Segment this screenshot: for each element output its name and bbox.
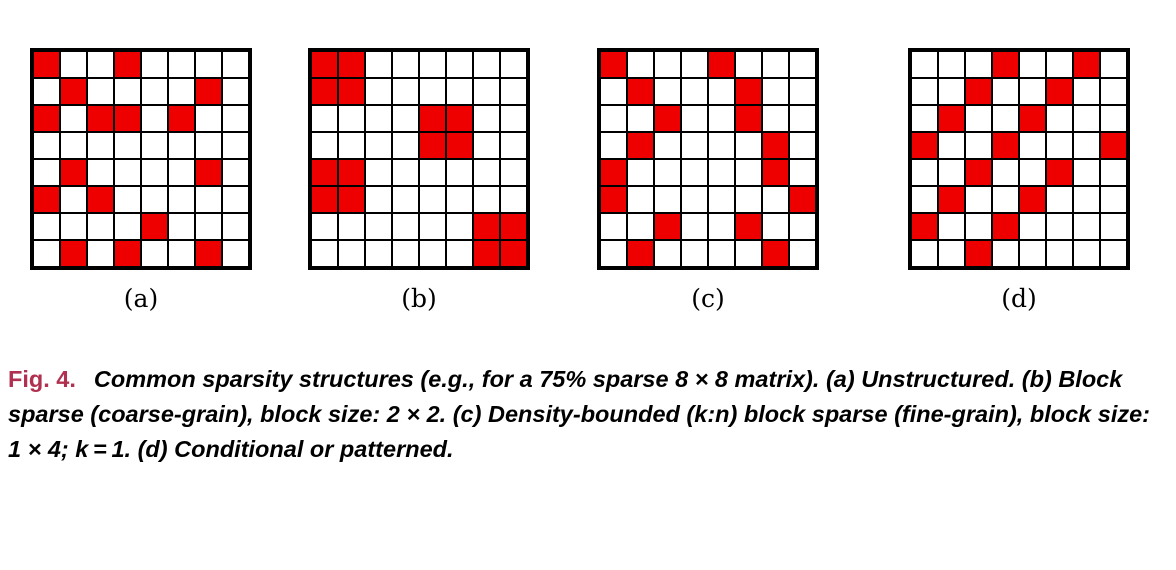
matrix-cell bbox=[419, 105, 446, 132]
matrix-cell bbox=[392, 105, 419, 132]
matrix-cell bbox=[392, 159, 419, 186]
matrix-cell bbox=[311, 105, 338, 132]
matrix-cell bbox=[168, 186, 195, 213]
matrix-cell bbox=[600, 51, 627, 78]
panel-b bbox=[308, 48, 530, 313]
matrix-cell bbox=[735, 213, 762, 240]
matrix-cell bbox=[1046, 51, 1073, 78]
matrix-cell bbox=[446, 105, 473, 132]
matrix-cell bbox=[1100, 78, 1127, 105]
matrix-cell bbox=[1073, 213, 1100, 240]
matrix-cell bbox=[60, 213, 87, 240]
matrix-cell bbox=[627, 240, 654, 267]
matrix-cell bbox=[222, 132, 249, 159]
matrix-cell bbox=[114, 132, 141, 159]
matrix-cell bbox=[446, 78, 473, 105]
matrix-cell bbox=[392, 51, 419, 78]
matrix-cell bbox=[419, 159, 446, 186]
matrix-cell bbox=[141, 51, 168, 78]
matrix-cell bbox=[222, 213, 249, 240]
matrix-cell bbox=[735, 132, 762, 159]
panel-c bbox=[597, 48, 819, 313]
matrix-cell bbox=[311, 78, 338, 105]
matrix-cell bbox=[473, 240, 500, 267]
matrix-cell bbox=[473, 186, 500, 213]
matrix-cell bbox=[311, 213, 338, 240]
matrix-cell bbox=[33, 213, 60, 240]
matrix-cell bbox=[911, 240, 938, 267]
matrix-cell bbox=[938, 159, 965, 186]
matrix-cell bbox=[311, 51, 338, 78]
matrix-cell bbox=[338, 240, 365, 267]
matrix-cell bbox=[195, 78, 222, 105]
matrix-cell bbox=[762, 105, 789, 132]
matrix-cell bbox=[627, 159, 654, 186]
matrix-cell bbox=[789, 132, 816, 159]
matrix-cell bbox=[60, 186, 87, 213]
matrix-cell bbox=[735, 51, 762, 78]
panel-d-caption: (d) bbox=[1001, 284, 1037, 313]
panel-a-caption: (a) bbox=[123, 284, 159, 313]
matrix-cell bbox=[762, 51, 789, 78]
matrix-cell bbox=[392, 186, 419, 213]
matrix-cell bbox=[365, 186, 392, 213]
matrix-cell bbox=[500, 51, 527, 78]
matrix-cell bbox=[1073, 159, 1100, 186]
matrix-cell bbox=[681, 132, 708, 159]
matrix-cell bbox=[600, 132, 627, 159]
matrix-cell bbox=[965, 51, 992, 78]
matrix-cell bbox=[627, 105, 654, 132]
matrix-cell bbox=[1046, 213, 1073, 240]
matrix-cell bbox=[911, 78, 938, 105]
matrix-cell bbox=[87, 105, 114, 132]
matrix-cell bbox=[473, 159, 500, 186]
matrix-cell bbox=[446, 240, 473, 267]
matrix-cell bbox=[654, 186, 681, 213]
matrix-cell bbox=[114, 186, 141, 213]
matrix-cell bbox=[1046, 132, 1073, 159]
matrix-cell bbox=[392, 240, 419, 267]
matrix-cell bbox=[33, 78, 60, 105]
matrix-cell bbox=[1100, 159, 1127, 186]
matrix-cell bbox=[141, 240, 168, 267]
matrix-cell bbox=[33, 51, 60, 78]
matrix-cell bbox=[168, 132, 195, 159]
matrix-cell bbox=[681, 105, 708, 132]
matrix-cell bbox=[168, 51, 195, 78]
matrix-cell bbox=[311, 132, 338, 159]
matrix-cell bbox=[627, 213, 654, 240]
matrix-cell bbox=[654, 51, 681, 78]
matrix-cell bbox=[789, 186, 816, 213]
matrix-cell bbox=[735, 78, 762, 105]
matrix-cell bbox=[708, 51, 735, 78]
matrix-cell bbox=[222, 159, 249, 186]
matrix-cell bbox=[500, 78, 527, 105]
matrix-cell bbox=[965, 213, 992, 240]
matrix-cell bbox=[338, 186, 365, 213]
matrix-a bbox=[30, 48, 252, 270]
matrix-cell bbox=[1046, 240, 1073, 267]
matrix-cell bbox=[87, 240, 114, 267]
matrix-cell bbox=[365, 240, 392, 267]
matrix-cell bbox=[365, 51, 392, 78]
matrix-cell bbox=[419, 240, 446, 267]
matrix-cell bbox=[222, 240, 249, 267]
matrix-cell bbox=[735, 105, 762, 132]
matrix-cell bbox=[60, 132, 87, 159]
matrix-cell bbox=[681, 51, 708, 78]
matrix-cell bbox=[911, 51, 938, 78]
matrix-cell bbox=[600, 159, 627, 186]
matrix-cell bbox=[992, 240, 1019, 267]
matrix-cell bbox=[654, 213, 681, 240]
matrix-cell bbox=[911, 105, 938, 132]
matrix-cell bbox=[473, 105, 500, 132]
matrix-cell bbox=[938, 78, 965, 105]
matrix-cell bbox=[600, 213, 627, 240]
matrix-cell bbox=[168, 159, 195, 186]
matrix-d bbox=[908, 48, 1130, 270]
matrix-cell bbox=[365, 78, 392, 105]
matrix-cell bbox=[1019, 186, 1046, 213]
matrix-cell bbox=[762, 78, 789, 105]
matrix-cell bbox=[141, 213, 168, 240]
matrix-cell bbox=[789, 51, 816, 78]
matrix-cell bbox=[114, 105, 141, 132]
matrix-cell bbox=[708, 213, 735, 240]
matrix-cell bbox=[392, 132, 419, 159]
matrix-cell bbox=[87, 159, 114, 186]
matrix-cell bbox=[365, 105, 392, 132]
matrix-cell bbox=[600, 240, 627, 267]
matrix-cell bbox=[1019, 159, 1046, 186]
matrix-cell bbox=[168, 213, 195, 240]
matrix-cell bbox=[365, 213, 392, 240]
matrix-cell bbox=[708, 159, 735, 186]
matrix-cell bbox=[87, 78, 114, 105]
matrix-cell bbox=[708, 105, 735, 132]
matrix-cell bbox=[911, 213, 938, 240]
matrix-cell bbox=[141, 105, 168, 132]
matrix-cell bbox=[938, 51, 965, 78]
matrix-cell bbox=[141, 78, 168, 105]
matrix-cell bbox=[419, 132, 446, 159]
panel-d bbox=[908, 48, 1130, 313]
matrix-cell bbox=[60, 105, 87, 132]
matrix-cell bbox=[1019, 240, 1046, 267]
matrix-cell bbox=[654, 105, 681, 132]
matrix-cell bbox=[627, 78, 654, 105]
matrix-cell bbox=[789, 78, 816, 105]
matrix-cell bbox=[60, 78, 87, 105]
matrix-cell bbox=[600, 78, 627, 105]
matrix-cell bbox=[87, 213, 114, 240]
matrix-cell bbox=[195, 51, 222, 78]
matrix-cell bbox=[938, 132, 965, 159]
matrix-cell bbox=[762, 186, 789, 213]
matrix-cell bbox=[681, 240, 708, 267]
matrix-cell bbox=[141, 186, 168, 213]
matrix-cell bbox=[195, 213, 222, 240]
matrix-cell bbox=[735, 159, 762, 186]
matrix-cell bbox=[195, 132, 222, 159]
matrix-cell bbox=[1100, 132, 1127, 159]
matrix-cell bbox=[938, 240, 965, 267]
matrix-cell bbox=[627, 186, 654, 213]
matrix-cell bbox=[992, 132, 1019, 159]
matrix-cell bbox=[392, 213, 419, 240]
matrix-cell bbox=[1046, 186, 1073, 213]
matrix-cell bbox=[654, 159, 681, 186]
matrix-cell bbox=[114, 51, 141, 78]
matrix-cell bbox=[33, 159, 60, 186]
matrix-cell bbox=[789, 240, 816, 267]
matrix-cell bbox=[195, 186, 222, 213]
matrix-cell bbox=[1100, 105, 1127, 132]
matrix-cell bbox=[1100, 240, 1127, 267]
matrix-cell bbox=[446, 132, 473, 159]
matrix-cell bbox=[708, 78, 735, 105]
matrix-cell bbox=[789, 105, 816, 132]
matrix-cell bbox=[681, 186, 708, 213]
matrix-cell bbox=[419, 51, 446, 78]
matrix-cell bbox=[419, 78, 446, 105]
matrix-cell bbox=[338, 132, 365, 159]
figure-caption-text: Common sparsity structures (e.g., for a 75% sparse 8 × 8 matrix). (a) Unstructured. (b) Block sparse (coarse-grain), block size: 2 × 2. (c) Density-bounded (k:n) block sparse (fine-grain), block size: 1 × 4; k = 1. (d) Conditional or patterned. bbox=[8, 366, 1150, 462]
matrix-cell bbox=[446, 159, 473, 186]
matrix-cell bbox=[965, 186, 992, 213]
matrix-cell bbox=[654, 240, 681, 267]
matrix-cell bbox=[992, 51, 1019, 78]
matrix-cell bbox=[735, 186, 762, 213]
matrix-cell bbox=[446, 186, 473, 213]
matrix-cell bbox=[87, 186, 114, 213]
matrix-cell bbox=[1019, 78, 1046, 105]
figure-label: Fig. 4. bbox=[8, 366, 76, 392]
matrix-cell bbox=[911, 159, 938, 186]
matrix-cell bbox=[311, 159, 338, 186]
matrix-cell bbox=[1073, 78, 1100, 105]
matrix-cell bbox=[1046, 159, 1073, 186]
matrix-cell bbox=[222, 78, 249, 105]
matrix-cell bbox=[762, 213, 789, 240]
matrix-cell bbox=[338, 105, 365, 132]
matrix-cell bbox=[938, 213, 965, 240]
matrix-cell bbox=[1100, 186, 1127, 213]
matrix-cell bbox=[365, 132, 392, 159]
matrix-cell bbox=[392, 78, 419, 105]
matrix-cell bbox=[500, 240, 527, 267]
matrix-cell bbox=[992, 78, 1019, 105]
matrix-cell bbox=[789, 159, 816, 186]
matrix-cell bbox=[762, 240, 789, 267]
matrix-cell bbox=[446, 51, 473, 78]
matrix-cell bbox=[681, 159, 708, 186]
matrix-cell bbox=[60, 51, 87, 78]
matrix-cell bbox=[500, 186, 527, 213]
matrix-cell bbox=[965, 132, 992, 159]
matrix-cell bbox=[654, 132, 681, 159]
matrix-cell bbox=[33, 186, 60, 213]
matrix-cell bbox=[473, 213, 500, 240]
matrix-cell bbox=[1073, 186, 1100, 213]
matrix-cell bbox=[1019, 51, 1046, 78]
matrix-cell bbox=[338, 213, 365, 240]
matrix-cell bbox=[500, 213, 527, 240]
matrix-cell bbox=[114, 78, 141, 105]
matrix-cell bbox=[992, 105, 1019, 132]
matrix-cell bbox=[365, 159, 392, 186]
matrix-cell bbox=[911, 186, 938, 213]
matrix-cell bbox=[473, 132, 500, 159]
matrix-cell bbox=[1019, 132, 1046, 159]
matrix-cell bbox=[965, 240, 992, 267]
matrix-cell bbox=[1100, 213, 1127, 240]
matrix-cell bbox=[222, 105, 249, 132]
matrix-cell bbox=[311, 186, 338, 213]
matrix-cell bbox=[33, 105, 60, 132]
matrix-cell bbox=[419, 213, 446, 240]
matrix-cell bbox=[419, 186, 446, 213]
matrix-cell bbox=[938, 105, 965, 132]
matrix-cell bbox=[141, 132, 168, 159]
matrix-cell bbox=[654, 78, 681, 105]
matrix-cell bbox=[33, 240, 60, 267]
matrix-cell bbox=[168, 105, 195, 132]
matrix-cell bbox=[195, 240, 222, 267]
matrix-cell bbox=[1046, 78, 1073, 105]
matrix-cell bbox=[1046, 105, 1073, 132]
matrix-cell bbox=[500, 105, 527, 132]
matrix-cell bbox=[708, 186, 735, 213]
panel-a bbox=[30, 48, 252, 313]
matrix-cell bbox=[627, 132, 654, 159]
matrix-cell bbox=[222, 186, 249, 213]
matrix-cell bbox=[500, 159, 527, 186]
matrix-cell bbox=[938, 186, 965, 213]
panel-c-caption: (c) bbox=[691, 284, 725, 313]
matrix-cell bbox=[114, 159, 141, 186]
matrix-cell bbox=[168, 78, 195, 105]
matrix-cell bbox=[600, 105, 627, 132]
matrix-cell bbox=[195, 105, 222, 132]
matrix-cell bbox=[114, 240, 141, 267]
matrix-cell bbox=[965, 78, 992, 105]
matrix-b bbox=[308, 48, 530, 270]
figure-caption bbox=[8, 362, 1168, 466]
matrix-cell bbox=[33, 132, 60, 159]
matrix-cell bbox=[311, 240, 338, 267]
matrix-cell bbox=[60, 159, 87, 186]
matrix-cell bbox=[992, 213, 1019, 240]
matrix-cell bbox=[222, 51, 249, 78]
matrix-cell bbox=[600, 186, 627, 213]
matrix-cell bbox=[473, 78, 500, 105]
matrix-cell bbox=[446, 213, 473, 240]
matrix-cell bbox=[87, 132, 114, 159]
matrix-cell bbox=[992, 186, 1019, 213]
matrix-cell bbox=[708, 240, 735, 267]
matrix-cell bbox=[141, 159, 168, 186]
matrix-cell bbox=[965, 159, 992, 186]
matrix-cell bbox=[1073, 105, 1100, 132]
matrix-cell bbox=[1073, 240, 1100, 267]
matrix-cell bbox=[168, 240, 195, 267]
matrix-cell bbox=[681, 213, 708, 240]
matrix-cell bbox=[195, 159, 222, 186]
matrix-cell bbox=[708, 132, 735, 159]
matrix-cell bbox=[911, 132, 938, 159]
matrix-cell bbox=[681, 78, 708, 105]
matrix-cell bbox=[338, 159, 365, 186]
matrix-cell bbox=[60, 240, 87, 267]
matrix-cell bbox=[992, 159, 1019, 186]
matrix-cell bbox=[338, 51, 365, 78]
matrix-cell bbox=[1019, 213, 1046, 240]
matrix-cell bbox=[473, 51, 500, 78]
matrix-cell bbox=[735, 240, 762, 267]
panel-b-caption: (b) bbox=[401, 284, 437, 313]
matrix-cell bbox=[500, 132, 527, 159]
matrix-cell bbox=[1073, 51, 1100, 78]
matrix-cell bbox=[1019, 105, 1046, 132]
matrix-cell bbox=[87, 51, 114, 78]
matrix-cell bbox=[762, 132, 789, 159]
matrix-cell bbox=[762, 159, 789, 186]
matrix-c bbox=[597, 48, 819, 270]
matrix-cell bbox=[627, 51, 654, 78]
matrix-cell bbox=[338, 78, 365, 105]
matrix-cell bbox=[114, 213, 141, 240]
matrix-cell bbox=[1100, 51, 1127, 78]
matrix-cell bbox=[789, 213, 816, 240]
matrix-cell bbox=[965, 105, 992, 132]
matrix-cell bbox=[1073, 132, 1100, 159]
